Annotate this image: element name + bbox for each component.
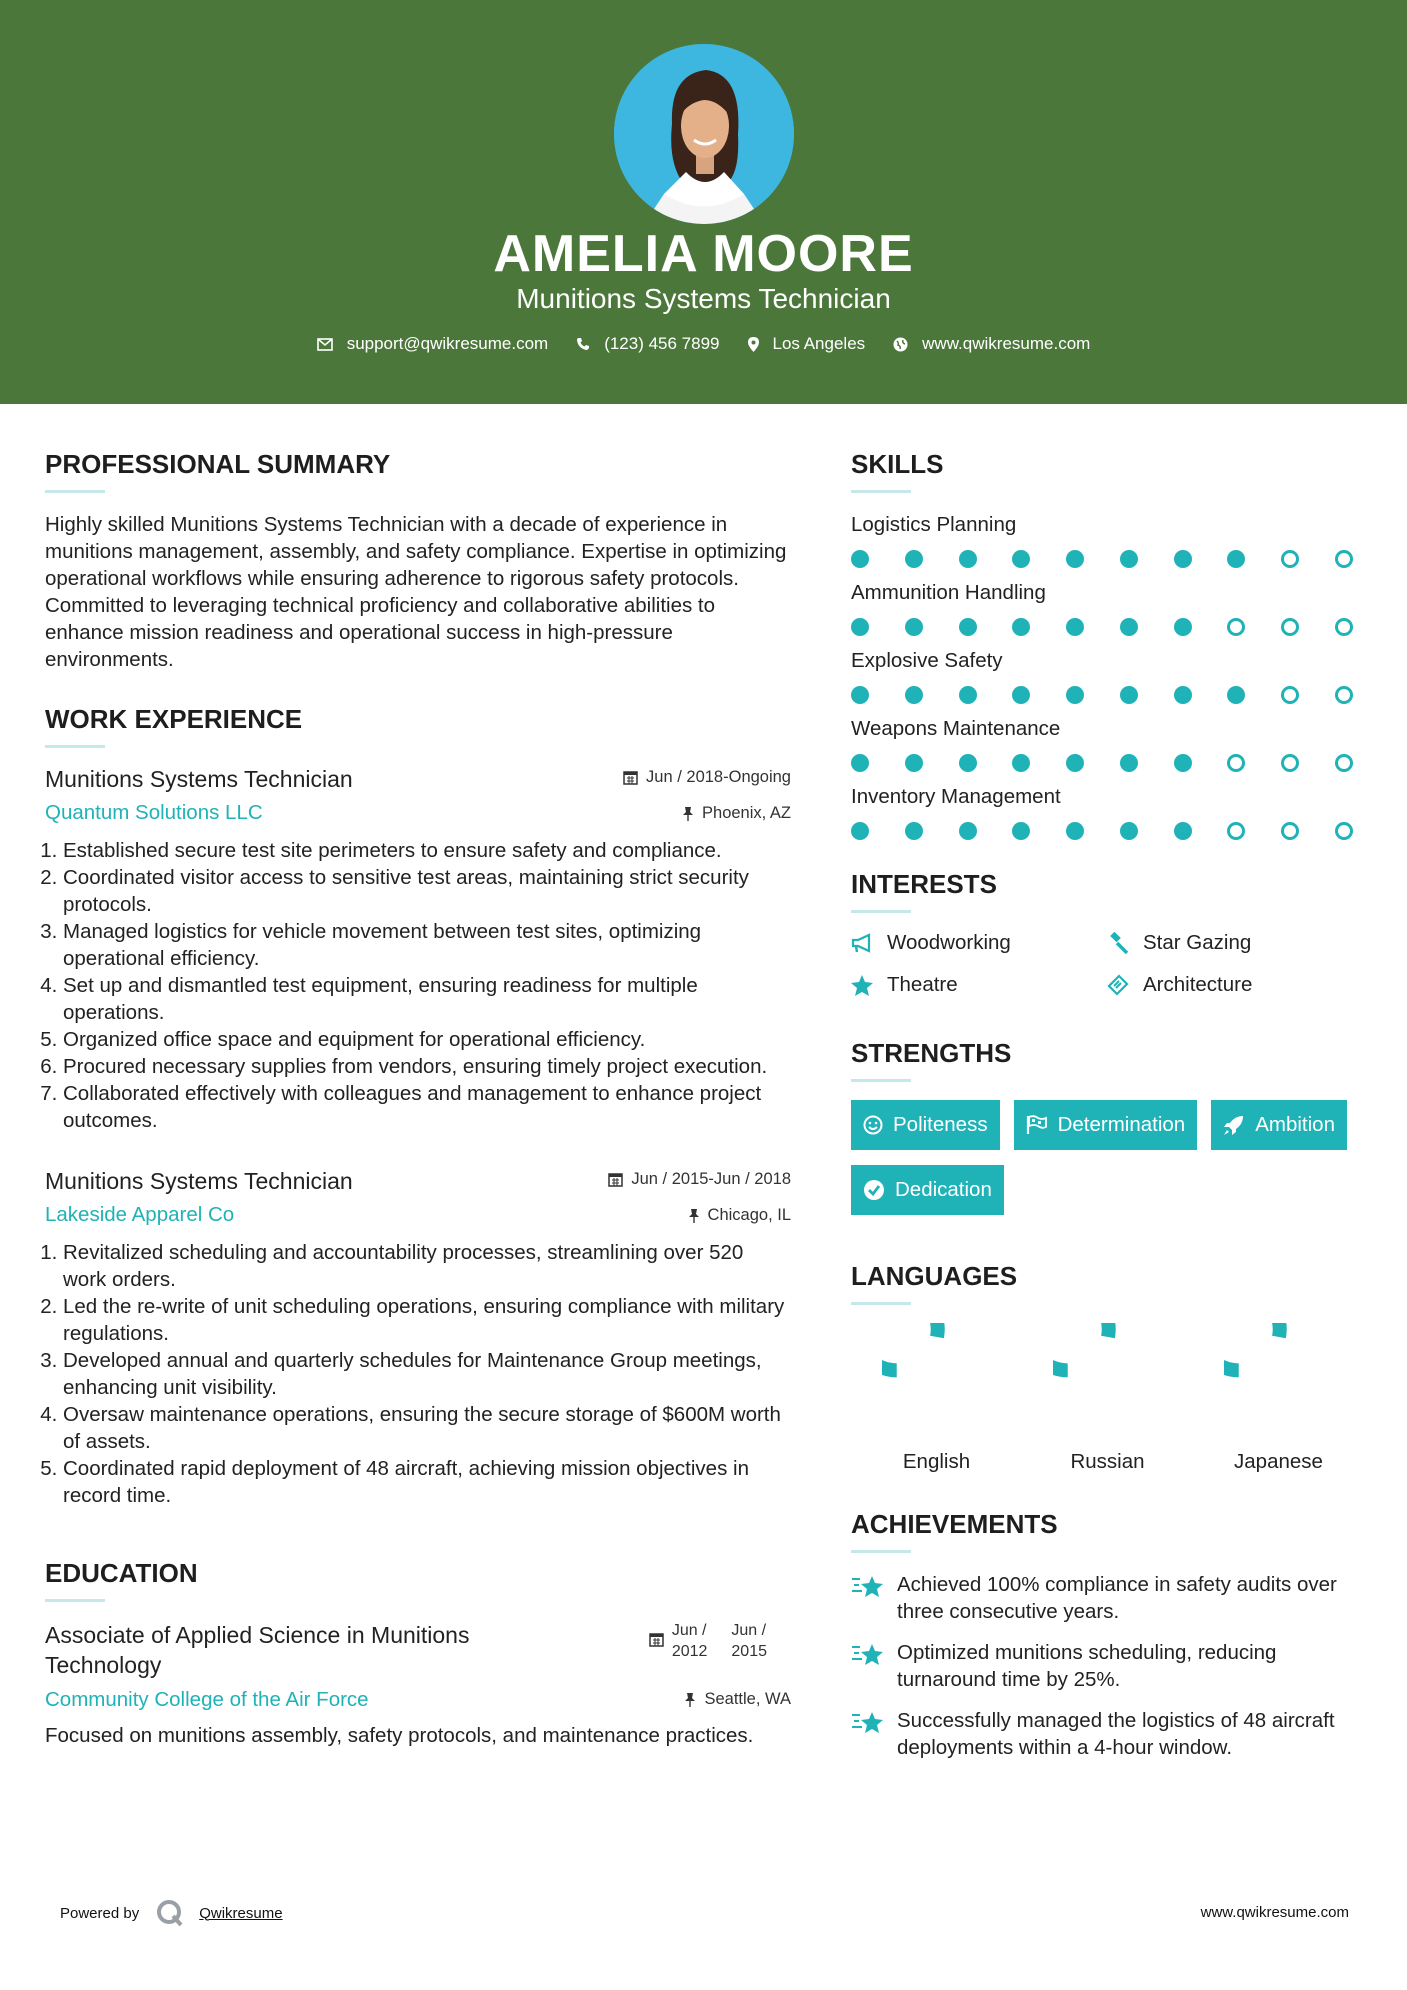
strength-label: Dedication bbox=[895, 1178, 992, 1201]
rating-dot-filled bbox=[1120, 686, 1138, 704]
interest-item bbox=[1107, 973, 1363, 997]
education-location-text: Seattle, WA bbox=[704, 1690, 791, 1708]
list-item: 2. Coordinated visitor access to sensitive test areas, maintaining strict security protocols. bbox=[63, 864, 791, 918]
education-location bbox=[684, 1690, 791, 1709]
footer-powered-by bbox=[60, 1898, 283, 1928]
rating-dot-filled bbox=[1174, 686, 1192, 704]
candidate-name: AMELIA MOORE bbox=[493, 225, 914, 283]
map-marker-icon bbox=[748, 337, 759, 352]
rating-dot-filled bbox=[1174, 550, 1192, 568]
bullhorn-icon bbox=[851, 933, 873, 953]
education-dates bbox=[649, 1620, 791, 1662]
rating-dot-filled bbox=[1012, 618, 1030, 636]
rating-dot-filled bbox=[1012, 822, 1030, 840]
education-end-month: Jun / bbox=[731, 1622, 767, 1639]
strengths-title: STRENGTHS bbox=[851, 1038, 1012, 1068]
language-gauge bbox=[882, 1323, 992, 1433]
rating-dot-filled bbox=[1012, 550, 1030, 568]
education-start-year: 2012 bbox=[671, 1643, 708, 1660]
rating-dot-empty bbox=[1227, 822, 1245, 840]
list-item: 6. Procured necessary supplies from vendors, ensuring timely project execution. bbox=[63, 1053, 791, 1080]
skill-item bbox=[851, 647, 1371, 704]
profile-photo bbox=[614, 44, 794, 224]
skill-name: Inventory Management bbox=[851, 785, 1061, 808]
rating-dot-filled bbox=[851, 822, 869, 840]
skill-item bbox=[851, 579, 1371, 636]
summary-section bbox=[45, 448, 791, 673]
job-duties bbox=[45, 1239, 791, 1509]
strength-label: Determination bbox=[1057, 1113, 1186, 1136]
interests-section bbox=[851, 868, 1371, 997]
calendar-icon bbox=[649, 1632, 664, 1647]
degree-line: Technology bbox=[45, 1652, 162, 1678]
left-column bbox=[45, 448, 791, 1749]
rating-dot-filled bbox=[1120, 754, 1138, 772]
contact-location bbox=[748, 334, 866, 354]
rating-dot-filled bbox=[1066, 618, 1084, 636]
section-divider bbox=[851, 910, 911, 913]
job-entry bbox=[45, 766, 791, 1134]
section-divider bbox=[851, 1079, 911, 1082]
achievement-item bbox=[851, 1707, 1371, 1761]
rating-dot-empty bbox=[1227, 754, 1245, 772]
interests-list bbox=[851, 931, 1371, 997]
section-divider bbox=[851, 1550, 911, 1553]
job-company[interactable]: Lakeside Apparel Co bbox=[45, 1203, 235, 1226]
interest-item bbox=[1107, 931, 1363, 955]
list-item: 1. Revitalized scheduling and accountability processes, streamlining over 520 work orders. bbox=[63, 1239, 791, 1293]
language-name: Russian bbox=[1070, 1450, 1145, 1473]
language-name: English bbox=[902, 1450, 971, 1473]
rating-dot-filled bbox=[959, 754, 977, 772]
job-date-text: Jun / 2015-Jun / 2018 bbox=[631, 1170, 791, 1188]
strength-badge bbox=[851, 1100, 1000, 1150]
strength-badge bbox=[1211, 1100, 1347, 1150]
rating-dot-filled bbox=[1174, 618, 1192, 636]
rating-dot-filled bbox=[1120, 550, 1138, 568]
star-shooting-icon bbox=[851, 1709, 885, 1737]
list-item: 1. Established secure test site perimeters to ensure safety and compliance. bbox=[63, 837, 791, 864]
section-divider bbox=[45, 1599, 105, 1602]
globe-icon bbox=[893, 337, 908, 352]
section-divider bbox=[45, 745, 105, 748]
rating-dot-filled bbox=[1174, 822, 1192, 840]
job-location bbox=[682, 804, 791, 823]
rating-dot-empty bbox=[1281, 822, 1299, 840]
skill-rating bbox=[851, 686, 1353, 704]
website-text: www.qwikresume.com bbox=[922, 334, 1091, 353]
job-date-text: Jun / 2018-Ongoing bbox=[646, 768, 791, 786]
strength-label: Politeness bbox=[893, 1113, 988, 1136]
language-item bbox=[1193, 1323, 1364, 1474]
list-item: 5. Coordinated rapid deployment of 48 aircraft, achieving mission objectives in record time. bbox=[63, 1455, 791, 1509]
rating-dot-empty bbox=[1335, 754, 1353, 772]
rating-dot-filled bbox=[905, 686, 923, 704]
summary-title: PROFESSIONAL SUMMARY bbox=[45, 449, 391, 479]
rating-dot-filled bbox=[905, 618, 923, 636]
rating-dot-filled bbox=[905, 822, 923, 840]
job-entry bbox=[45, 1168, 791, 1509]
achievement-text: Optimized munitions scheduling, reducing turnaround time by 25%. bbox=[897, 1641, 1277, 1691]
skills-section bbox=[851, 448, 1371, 840]
achievement-text: Achieved 100% compliance in safety audits over three consecutive years. bbox=[897, 1573, 1337, 1623]
flag-icon bbox=[1026, 1115, 1048, 1135]
skill-rating bbox=[851, 550, 1353, 568]
section-divider bbox=[851, 1302, 911, 1305]
resume-header bbox=[0, 0, 1407, 404]
degree-line: Associate of Applied Science in Munitions bbox=[45, 1622, 470, 1648]
smile-icon bbox=[863, 1115, 883, 1135]
strengths-list bbox=[851, 1100, 1371, 1230]
rating-dot-filled bbox=[959, 822, 977, 840]
qwikresume-logo-icon bbox=[155, 1898, 185, 1928]
job-duties bbox=[45, 837, 791, 1134]
language-item bbox=[851, 1323, 1022, 1474]
rating-dot-filled bbox=[851, 550, 869, 568]
job-location-text: Chicago, IL bbox=[707, 1206, 791, 1224]
rating-dot-filled bbox=[1012, 686, 1030, 704]
skill-rating bbox=[851, 618, 1353, 636]
rating-dot-filled bbox=[959, 618, 977, 636]
skill-name: Explosive Safety bbox=[851, 649, 1003, 672]
rating-dot-filled bbox=[959, 686, 977, 704]
language-gauge bbox=[1053, 1323, 1163, 1433]
school-name[interactable]: Community College of the Air Force bbox=[45, 1688, 369, 1711]
interest-label: Theatre bbox=[887, 973, 958, 996]
rating-dot-filled bbox=[1227, 686, 1245, 704]
rating-dot-filled bbox=[1066, 686, 1084, 704]
section-divider bbox=[851, 490, 911, 493]
rating-dot-empty bbox=[1281, 618, 1299, 636]
list-item: 4. Set up and dismantled test equipment, ensuring readiness for multiple operations. bbox=[63, 972, 791, 1026]
education-text: Focused on munitions assembly, safety protocols, and maintenance practices. bbox=[45, 1724, 754, 1747]
candidate-role: Munitions Systems Technician bbox=[516, 283, 891, 314]
rating-dot-empty bbox=[1227, 618, 1245, 636]
section-divider bbox=[45, 490, 105, 493]
rating-dot-filled bbox=[1066, 822, 1084, 840]
education-section bbox=[45, 1557, 791, 1749]
rating-dot-filled bbox=[905, 550, 923, 568]
achievement-item bbox=[851, 1639, 1371, 1693]
right-column bbox=[851, 448, 1371, 1775]
rating-dot-filled bbox=[1120, 618, 1138, 636]
language-gauge bbox=[1224, 1323, 1334, 1433]
job-date bbox=[608, 1170, 791, 1189]
achievement-text: Successfully managed the logistics of 48 aircraft deployments within a 4-hour window. bbox=[897, 1709, 1335, 1759]
job-location-text: Phoenix, AZ bbox=[702, 804, 791, 822]
language-name: Japanese bbox=[1234, 1450, 1323, 1473]
pushpin-icon bbox=[684, 1692, 696, 1707]
star-shooting-icon bbox=[851, 1573, 885, 1601]
rating-dot-filled bbox=[1227, 550, 1245, 568]
job-title: Munitions Systems Technician bbox=[45, 766, 353, 792]
skill-name: Logistics Planning bbox=[851, 513, 1017, 536]
pushpin-icon bbox=[682, 806, 694, 821]
rocket-icon bbox=[1223, 1114, 1245, 1136]
contact-website[interactable] bbox=[893, 334, 1090, 354]
rating-dot-filled bbox=[1012, 754, 1030, 772]
education-start-month: Jun / bbox=[671, 1622, 707, 1639]
rating-dot-empty bbox=[1281, 686, 1299, 704]
rating-dot-empty bbox=[1281, 550, 1299, 568]
interest-item bbox=[851, 931, 1107, 955]
rating-dot-filled bbox=[1174, 754, 1192, 772]
rating-dot-empty bbox=[1281, 754, 1299, 772]
rating-dot-filled bbox=[959, 550, 977, 568]
achievements-section bbox=[851, 1508, 1371, 1761]
rating-dot-filled bbox=[1120, 822, 1138, 840]
list-item: 4. Oversaw maintenance operations, ensuring the secure storage of $600M worth of assets. bbox=[63, 1401, 791, 1455]
calendar-icon bbox=[608, 1172, 623, 1187]
location-text: Los Angeles bbox=[772, 334, 866, 353]
skill-item bbox=[851, 511, 1371, 568]
rating-dot-empty bbox=[1335, 618, 1353, 636]
job-date bbox=[623, 768, 791, 787]
interest-label: Architecture bbox=[1143, 973, 1253, 996]
rating-dot-filled bbox=[1066, 754, 1084, 772]
phone-icon bbox=[576, 337, 590, 351]
rating-dot-filled bbox=[905, 754, 923, 772]
rating-dot-filled bbox=[851, 686, 869, 704]
footer-site[interactable]: www.qwikresume.com bbox=[1200, 1904, 1349, 1921]
brand-link[interactable]: Qwikresume bbox=[199, 1904, 283, 1922]
contact-email[interactable] bbox=[317, 334, 549, 354]
skill-item bbox=[851, 715, 1371, 772]
languages-list bbox=[851, 1323, 1371, 1474]
list-item: 2. Led the re-write of unit scheduling operations, ensuring compliance with military regulations. bbox=[63, 1293, 791, 1347]
check-circle-icon bbox=[863, 1179, 885, 1201]
contact-phone[interactable] bbox=[576, 334, 719, 354]
rating-dot-filled bbox=[851, 618, 869, 636]
rating-dot-filled bbox=[1066, 550, 1084, 568]
job-company[interactable]: Quantum Solutions LLC bbox=[45, 801, 263, 824]
rating-dot-empty bbox=[1335, 686, 1353, 704]
powered-by-text: Powered by bbox=[60, 1904, 140, 1922]
skills-title: SKILLS bbox=[851, 449, 944, 479]
skills-list bbox=[851, 511, 1371, 840]
strength-label: Ambition bbox=[1255, 1113, 1335, 1136]
languages-section bbox=[851, 1260, 1371, 1474]
summary-text: Highly skilled Munitions Systems Technician with a decade of experience in munitions management, assembly, and safety compliance. Expertise in optimizing operational workflows while ensuring adherence to rigorous safety protocols. Committed to leveraging technical proficiency and collaborative abilities to enhance mission readiness and operational success in high-pressure environments. bbox=[45, 513, 787, 671]
list-item: 3. Developed annual and quarterly schedules for Maintenance Group meetings, enhancing unit visibility. bbox=[63, 1347, 791, 1401]
list-item: 5. Organized office space and equipment for operational efficiency. bbox=[63, 1026, 791, 1053]
skill-rating bbox=[851, 822, 1353, 840]
job-title: Munitions Systems Technician bbox=[45, 1168, 353, 1194]
experience-title: WORK EXPERIENCE bbox=[45, 704, 303, 734]
experience-section bbox=[45, 703, 791, 1509]
skill-rating bbox=[851, 754, 1353, 772]
achievement-item bbox=[851, 1571, 1371, 1625]
skill-name: Ammunition Handling bbox=[851, 581, 1046, 604]
interests-title: INTERESTS bbox=[851, 869, 997, 899]
pushpin-icon bbox=[688, 1208, 700, 1223]
envelope-icon bbox=[317, 338, 333, 351]
strength-badge bbox=[1014, 1100, 1198, 1150]
calendar-icon bbox=[623, 770, 638, 785]
email-text: support@qwikresume.com bbox=[346, 334, 549, 353]
strength-badge bbox=[851, 1165, 1004, 1215]
list-item: 3. Managed logistics for vehicle movement between test sites, optimizing operational efficiency. bbox=[63, 918, 791, 972]
star-icon bbox=[851, 975, 873, 996]
education-title: EDUCATION bbox=[45, 1558, 198, 1588]
list-item: 7. Collaborated effectively with colleagues and management to enhance project outcomes. bbox=[63, 1080, 791, 1134]
interest-label: Star Gazing bbox=[1143, 931, 1252, 954]
strengths-section bbox=[851, 1037, 1371, 1230]
interest-item bbox=[851, 973, 1107, 997]
job-location bbox=[688, 1206, 791, 1225]
languages-title: LANGUAGES bbox=[851, 1261, 1018, 1291]
education-entry bbox=[45, 1620, 791, 1749]
star-shooting-icon bbox=[851, 1641, 885, 1669]
skill-item bbox=[851, 783, 1371, 840]
rating-dot-empty bbox=[1335, 822, 1353, 840]
ticket-icon bbox=[1107, 974, 1129, 996]
phone-text: (123) 456 7899 bbox=[604, 334, 720, 353]
language-item bbox=[1022, 1323, 1193, 1474]
education-end-year: 2015 bbox=[731, 1643, 767, 1660]
rating-dot-empty bbox=[1335, 550, 1353, 568]
rating-dot-filled bbox=[851, 754, 869, 772]
interest-label: Woodworking bbox=[887, 931, 1011, 954]
gavel-icon bbox=[1107, 932, 1129, 954]
skill-name: Weapons Maintenance bbox=[851, 717, 1061, 740]
contact-bar bbox=[0, 334, 1407, 354]
achievements-title: ACHIEVEMENTS bbox=[851, 1509, 1058, 1539]
